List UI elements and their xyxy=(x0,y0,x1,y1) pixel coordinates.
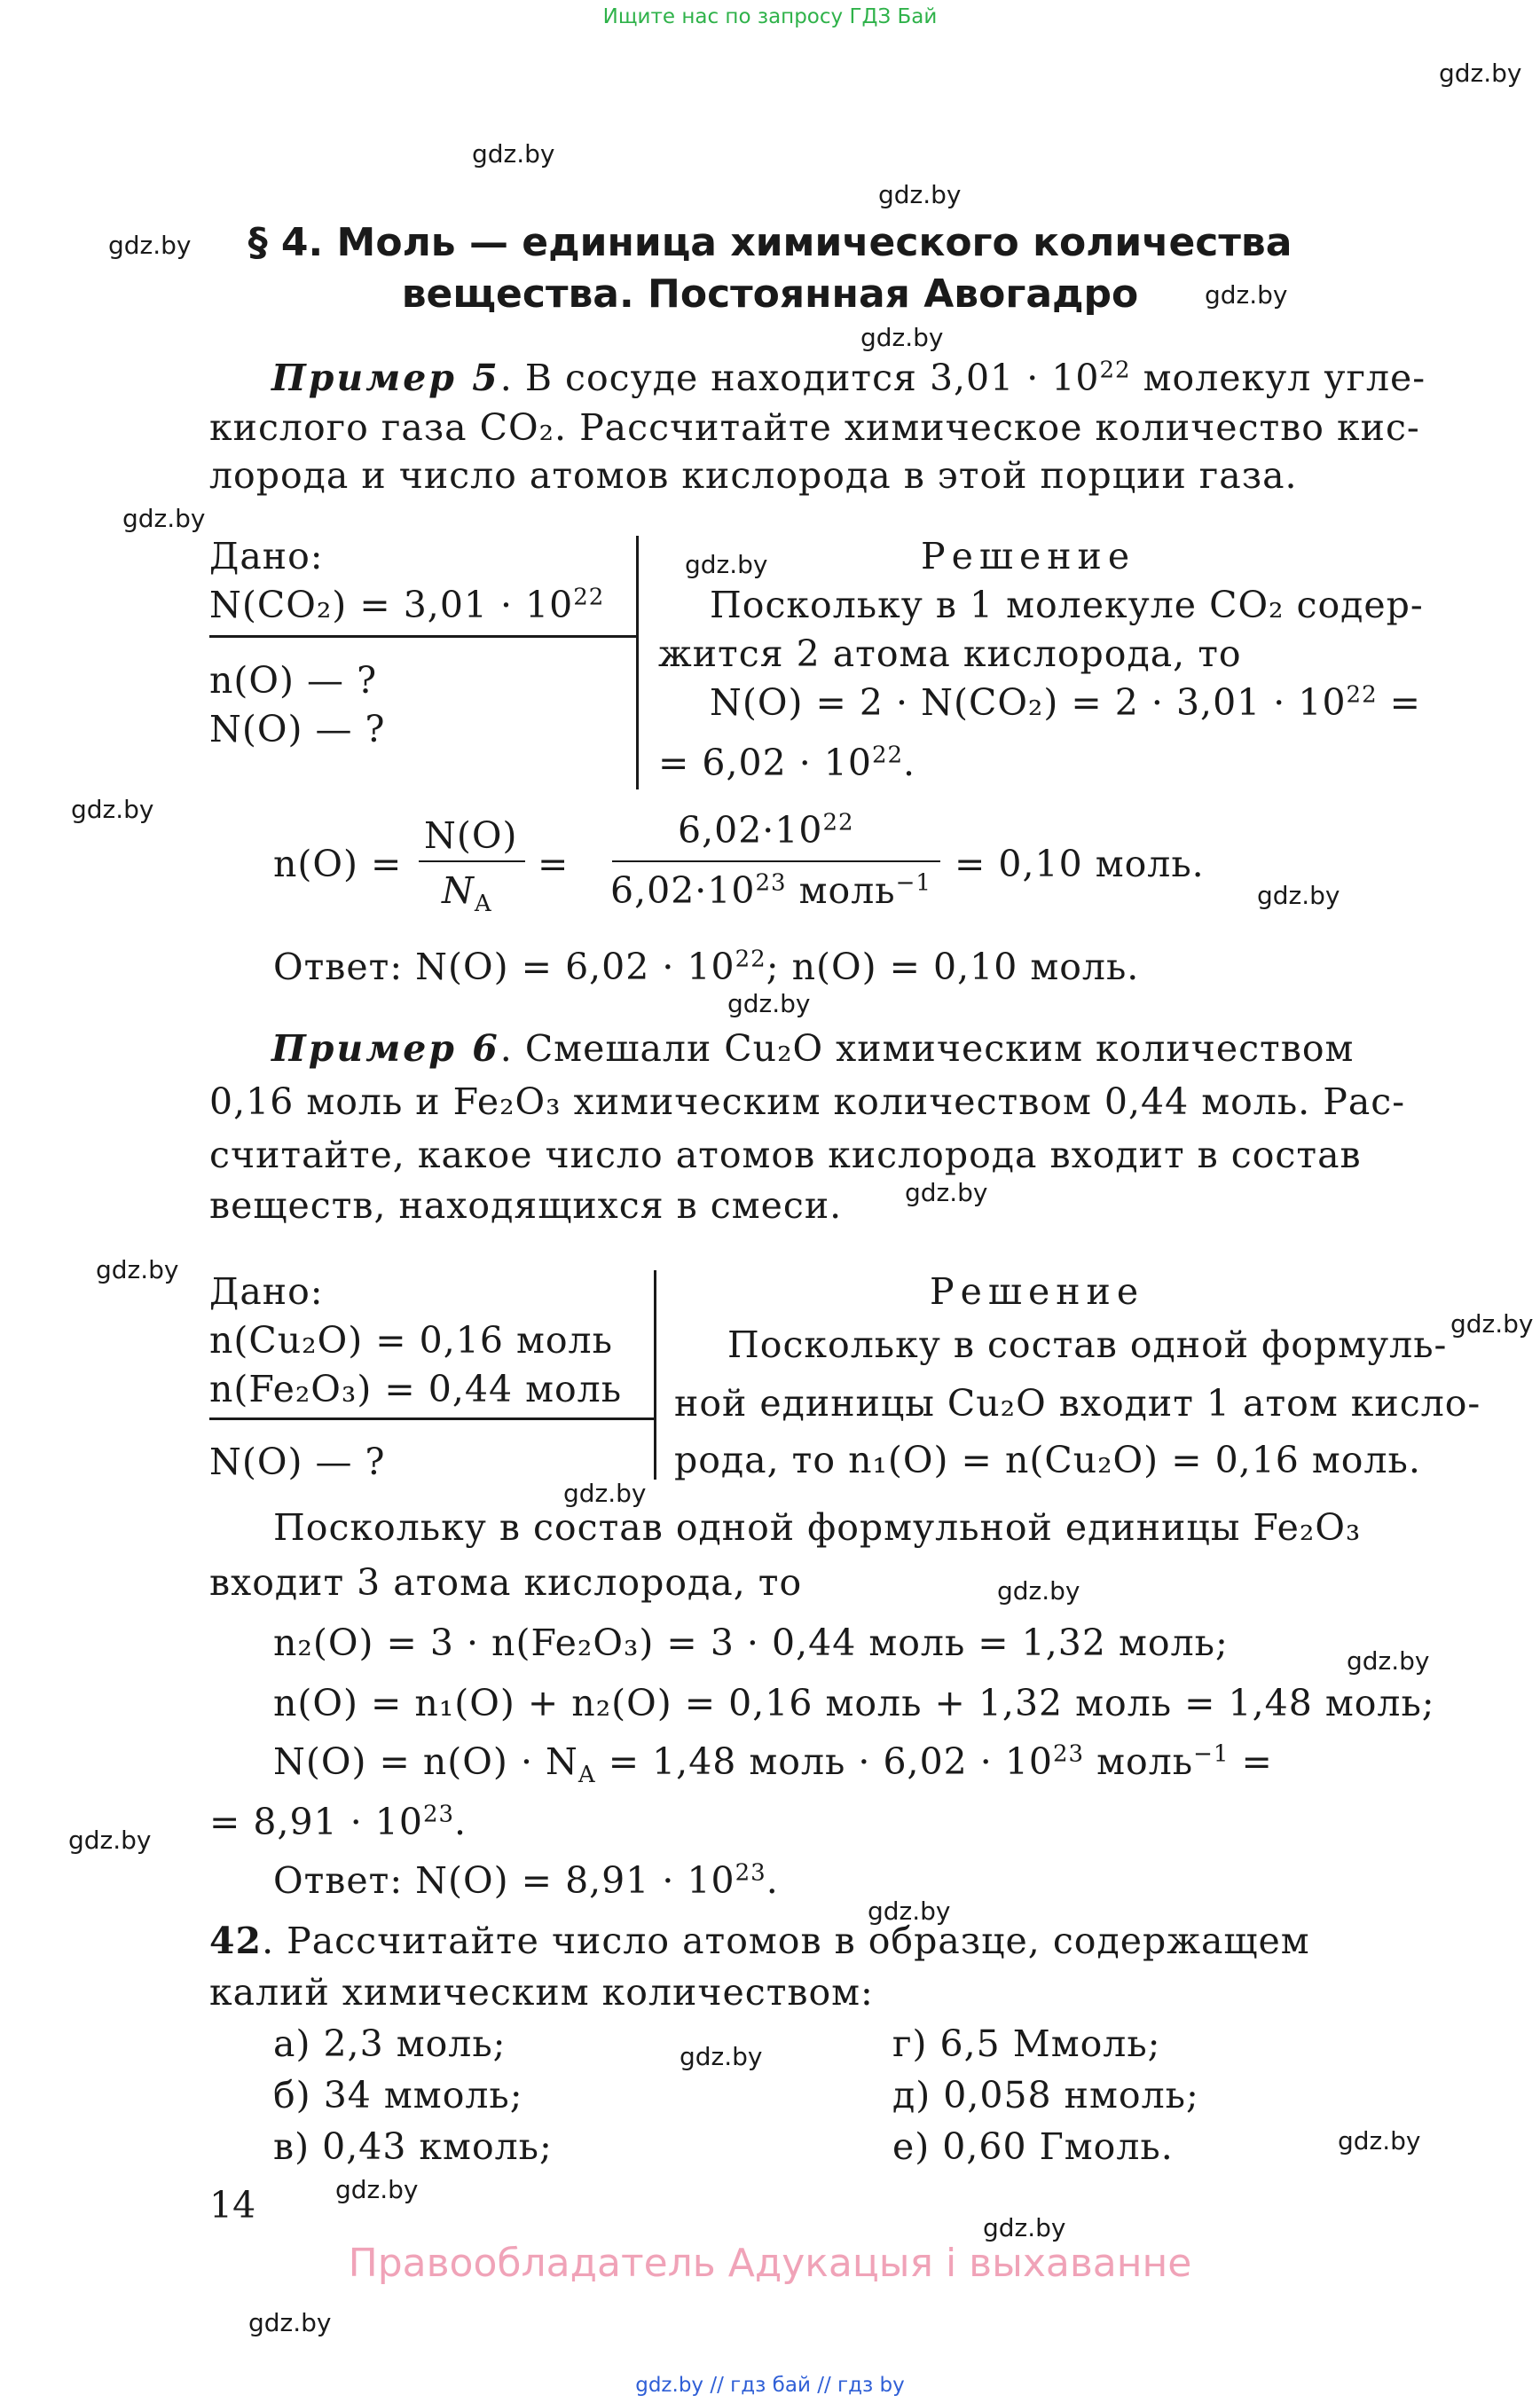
task42-line1 xyxy=(209,1920,1310,1962)
solution-line: Поскольку в 1 молекуле CO₂ содер- xyxy=(710,584,1424,626)
watermark: gdz.by xyxy=(905,1178,988,1207)
exponent: 22 xyxy=(573,584,605,611)
fraction1-numerator: N(O) xyxy=(424,814,518,857)
watermark: gdz.by xyxy=(680,2042,763,2071)
bottom-links[interactable]: gdz.by // гдз бай // гдз by xyxy=(635,2374,905,2397)
subscript: A xyxy=(578,1762,596,1789)
subscript: A xyxy=(474,891,492,918)
example5-line1 xyxy=(271,357,1426,399)
watermark: gdz.by xyxy=(248,2308,332,2337)
find-item: N(O) — ? xyxy=(209,1441,386,1483)
continuation-line: входит 3 атома кислорода, то xyxy=(209,1561,803,1604)
task-option: в) 0,43 кмоль; xyxy=(273,2125,553,2168)
exponent: 22 xyxy=(822,809,854,836)
example5-label: Пример 5 xyxy=(271,357,500,399)
given-item: n(Cu₂O) = 0,16 моль xyxy=(209,1319,613,1362)
solution-line: Поскольку в состав одной формуль- xyxy=(727,1323,1448,1366)
solution-text: = 6,02 · 10 xyxy=(658,742,872,784)
watermark: gdz.by xyxy=(96,1255,179,1284)
fraction2-denominator xyxy=(610,869,931,912)
fraction-lhs: n(O) = xyxy=(273,843,403,885)
calculation-text: = 8,91 · 10 xyxy=(209,1801,423,1843)
task-number: 42 xyxy=(209,1920,263,1962)
solution-line: ной единицы Cu₂O входит 1 атом кисло- xyxy=(674,1382,1481,1425)
denominator-text: 6,02·10 xyxy=(610,869,756,912)
given-item: n(Fe₂O₃) = 0,44 моль xyxy=(209,1368,623,1410)
watermark: gdz.by xyxy=(108,231,192,260)
exponent: −1 xyxy=(1193,1740,1230,1768)
solution-label: Решение xyxy=(921,535,1136,577)
watermark: gdz.by xyxy=(1439,59,1522,88)
continuation-line: Поскольку в состав одной формульной единицы Fe₂O₃ xyxy=(273,1506,1362,1549)
example5-text: молекул угле- xyxy=(1130,357,1426,399)
solution-line xyxy=(710,681,1421,724)
example6-label: Пример 6 xyxy=(271,1027,500,1070)
example5-text: . В сосуде находится 3,01 · 10 xyxy=(499,357,1100,399)
exponent: 22 xyxy=(1099,357,1131,384)
given-divider xyxy=(209,1417,656,1420)
task-option: б) 34 ммоль; xyxy=(273,2074,523,2116)
fraction1-bar xyxy=(419,860,525,862)
solution-line xyxy=(658,742,915,784)
given-label: Дано: xyxy=(209,1270,324,1313)
watermark: gdz.by xyxy=(1347,1646,1430,1676)
watermark: gdz.by xyxy=(1338,2126,1421,2156)
calculation-text: = xyxy=(1229,1740,1273,1783)
watermark: gdz.by xyxy=(335,2175,419,2204)
numerator-text: 6,02·10 xyxy=(678,809,823,852)
watermark: gdz.by xyxy=(472,139,555,169)
example6-line1 xyxy=(271,1027,1354,1070)
task-option: а) 2,3 моль; xyxy=(273,2022,507,2065)
solution-text: N(O) = 2 · N(CO₂) = 2 · 3,01 · 10 xyxy=(710,681,1347,724)
example5-line2: кислого газа CO₂. Рассчитайте химическое количество кис- xyxy=(209,406,1420,449)
watermark: gdz.by xyxy=(860,323,944,352)
task-option: е) 0,60 Гмоль. xyxy=(892,2125,1174,2168)
example6-line2: 0,16 моль и Fe₂O₃ химическим количеством 0,44 моль. Рас- xyxy=(209,1080,1406,1123)
watermark: gdz.by xyxy=(122,504,206,533)
calculation-line: n₂(O) = 3 · n(Fe₂O₃) = 3 · 0,44 моль = 1,32 моль; xyxy=(273,1622,1229,1664)
calculation-text: = 1,48 моль · 6,02 · 10 xyxy=(595,1740,1054,1783)
exponent: 22 xyxy=(1346,681,1378,709)
find-item: n(O) — ? xyxy=(209,659,378,702)
example6-line3: считайте, какое число атомов кислорода входит в состав xyxy=(209,1134,1362,1176)
answer-text: Ответ: N(O) = 6,02 · 10 xyxy=(273,946,735,988)
given-label: Дано: xyxy=(209,535,324,577)
exponent: 23 xyxy=(422,1801,455,1828)
watermark: gdz.by xyxy=(997,1576,1080,1606)
watermark: gdz.by xyxy=(563,1479,647,1508)
task42-line2: калий химическим количеством: xyxy=(209,1971,874,2014)
answer-text: . xyxy=(766,1859,779,1902)
example6-line4: веществ, находящихся в смеси. xyxy=(209,1184,843,1227)
exponent: 23 xyxy=(735,1859,766,1887)
denominator-text: N xyxy=(442,869,475,912)
solution-text: = xyxy=(1377,681,1422,724)
fraction2-numerator xyxy=(678,809,854,852)
example6-answer xyxy=(273,1859,779,1902)
answer-text: Ответ: N(O) = 8,91 · 10 xyxy=(273,1859,735,1902)
fraction1-denominator xyxy=(442,869,492,917)
vertical-divider xyxy=(654,1270,656,1480)
calculation-line xyxy=(209,1801,467,1843)
solution-text: . xyxy=(903,742,916,784)
exponent: −1 xyxy=(895,869,931,897)
watermark: gdz.by xyxy=(1450,1309,1534,1339)
calculation-line: n(O) = n₁(O) + n₂(O) = 0,16 моль + 1,32 моль = 1,48 моль; xyxy=(273,1682,1435,1724)
exponent: 23 xyxy=(1053,1740,1085,1768)
watermark: gdz.by xyxy=(1205,280,1288,310)
given-item xyxy=(209,584,604,626)
watermark: gdz.by xyxy=(68,1826,152,1855)
section-title-line1: § 4. Моль — единица химического количества xyxy=(248,220,1292,265)
vertical-divider xyxy=(636,536,639,789)
task-option: д) 0,058 нмоль; xyxy=(892,2074,1199,2116)
calculation-text: N(O) = n(O) · N xyxy=(273,1740,578,1783)
exponent: 22 xyxy=(871,742,904,769)
exponent: 23 xyxy=(755,869,787,897)
section-title-line2: вещества. Постоянная Авогадро xyxy=(401,271,1139,317)
fraction2-bar xyxy=(612,860,940,862)
watermark: gdz.by xyxy=(685,550,768,579)
watermark: gdz.by xyxy=(1257,881,1340,910)
calculation-text: . xyxy=(454,1801,468,1843)
example5-answer xyxy=(273,946,1139,988)
calculation-text: моль xyxy=(1084,1740,1194,1783)
denominator-unit: моль xyxy=(786,869,896,912)
solution-line: жится 2 атома кислорода, то xyxy=(658,632,1242,675)
exponent: 22 xyxy=(735,946,766,973)
watermark: gdz.by xyxy=(868,1896,951,1926)
page-number: 14 xyxy=(209,2184,256,2226)
watermark: gdz.by xyxy=(983,2213,1066,2242)
copyright-notice: Правообладатель Адукацыя і выхаванне xyxy=(348,2241,1192,2286)
watermark: gdz.by xyxy=(878,180,962,209)
find-item: N(O) — ? xyxy=(209,708,386,750)
equals-sign: = xyxy=(538,843,570,885)
top-banner[interactable]: Ищите нас по запросу ГДЗ Бай xyxy=(602,5,938,28)
given-value: N(CO₂) = 3,01 · 10 xyxy=(209,584,574,626)
calculation-line xyxy=(273,1740,1273,1788)
fraction-result: = 0,10 моль. xyxy=(955,843,1205,885)
watermark: gdz.by xyxy=(727,989,811,1018)
answer-text: ; n(O) = 0,10 моль. xyxy=(766,946,1140,988)
given-divider xyxy=(209,635,638,638)
task-option: г) 6,5 Ммоль; xyxy=(892,2022,1161,2065)
example5-line3: лорода и число атомов кислорода в этой порции газа. xyxy=(209,454,1298,497)
task-text: . Рассчитайте число атомов в образце, содержащем xyxy=(262,1920,1310,1962)
example6-text: . Смешали Cu₂O химическим количеством xyxy=(499,1027,1355,1070)
watermark: gdz.by xyxy=(71,795,154,824)
solution-line: рода, то n₁(O) = n(Cu₂O) = 0,16 моль. xyxy=(674,1439,1421,1481)
solution-label: Решение xyxy=(930,1270,1145,1313)
